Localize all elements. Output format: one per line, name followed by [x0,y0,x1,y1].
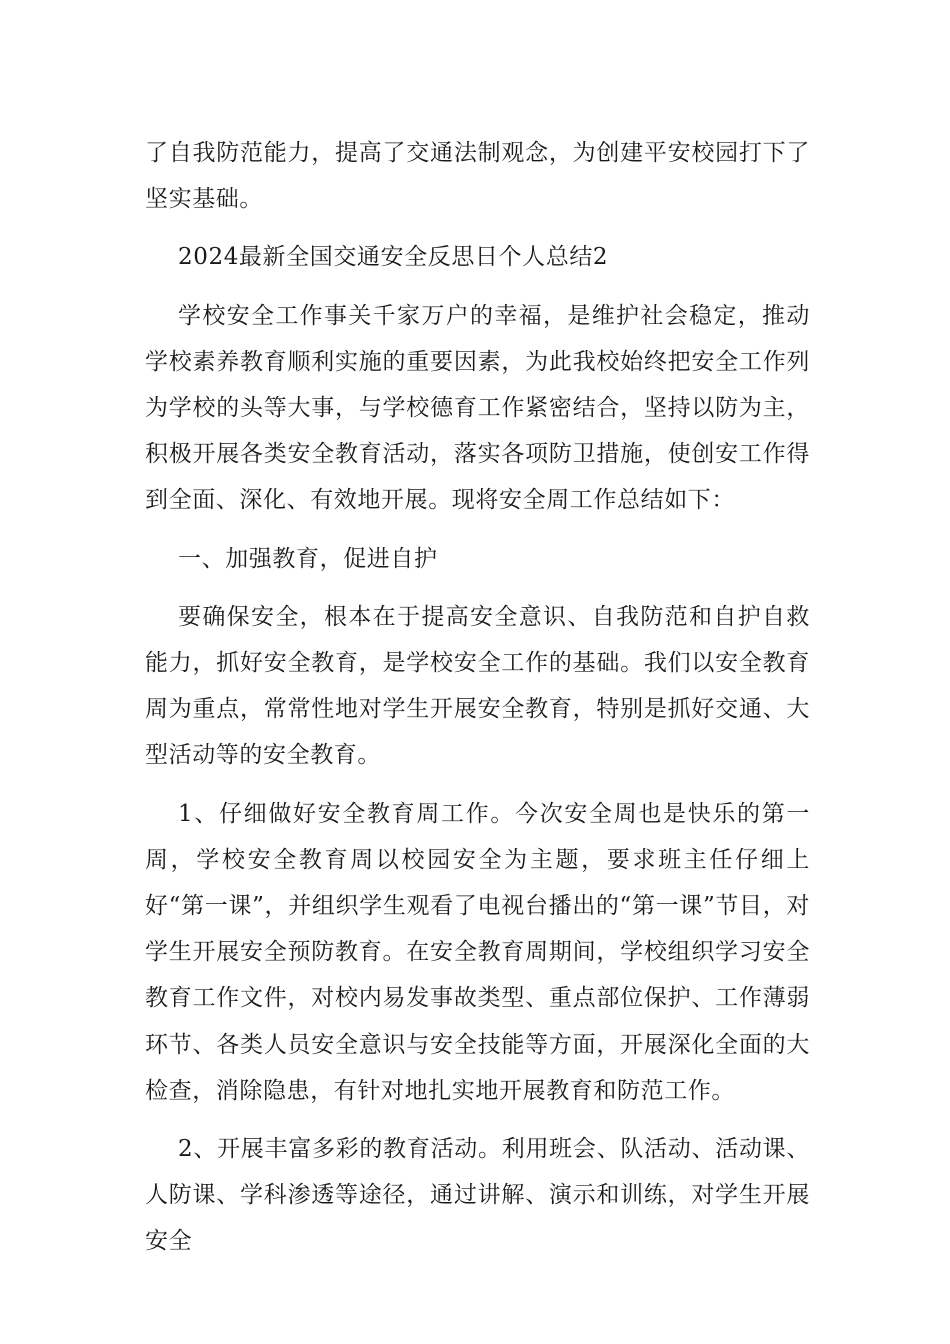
paragraph-education: 要确保安全，根本在于提高安全意识、自我防范和自护自救能力，抓好安全教育，是学校安全工作的基础。我们以安全教育周为重点，常常性地对学生开展安全教育，特别是抓好交通、大型活动等的安全教育。 [145,603,810,769]
section-heading-1: 一、加强教育，促进自护 [178,545,438,572]
paragraph-item-2: 2、开展丰富多彩的教育活动。利用班会、队活动、活动课、人防课、学科渗透等途径，通过讲解、演示和训练，对学生开展安全 [145,1136,810,1255]
document-body [145,130,810,1277]
paragraph-continuation: 了自我防范能力，提高了交通法制观念，为创建平安校园打下了坚实基础。 [145,140,810,213]
paragraph-intro: 学校安全工作事关千家万户的幸福，是维护社会稳定，推动学校素养教育顺利实施的重要因素，为此我校始终把安全工作列为学校的头等大事，与学校德育工作紧密结合，坚持以防为主，积极开展各类安全教育活动，落实各项防卫措施，使创安工作得到全面、深化、有效地开展。现将安全周工作总结如下： [145,302,810,514]
section-title: 2024最新全国交通安全反思日个人总结2 [178,244,609,271]
paragraph-item-1: 1、仔细做好安全教育周工作。今次安全周也是快乐的第一周，学校安全教育周以校园安全为主题，要求班主任仔细上好“第一课”，并组织学生观看了电视台播出的“第一课”节目，对学生开展安全预防教育。在安全教育周期间，学校组织学习安全教育工作文件，对校内易发事故类型、重点部位保护、工作薄弱环节、各类人员安全意识与安全技能等方面，开展深化全面的大检查，消除隐患，有针对地扎实地开展教育和防范工作。 [145,800,810,1104]
